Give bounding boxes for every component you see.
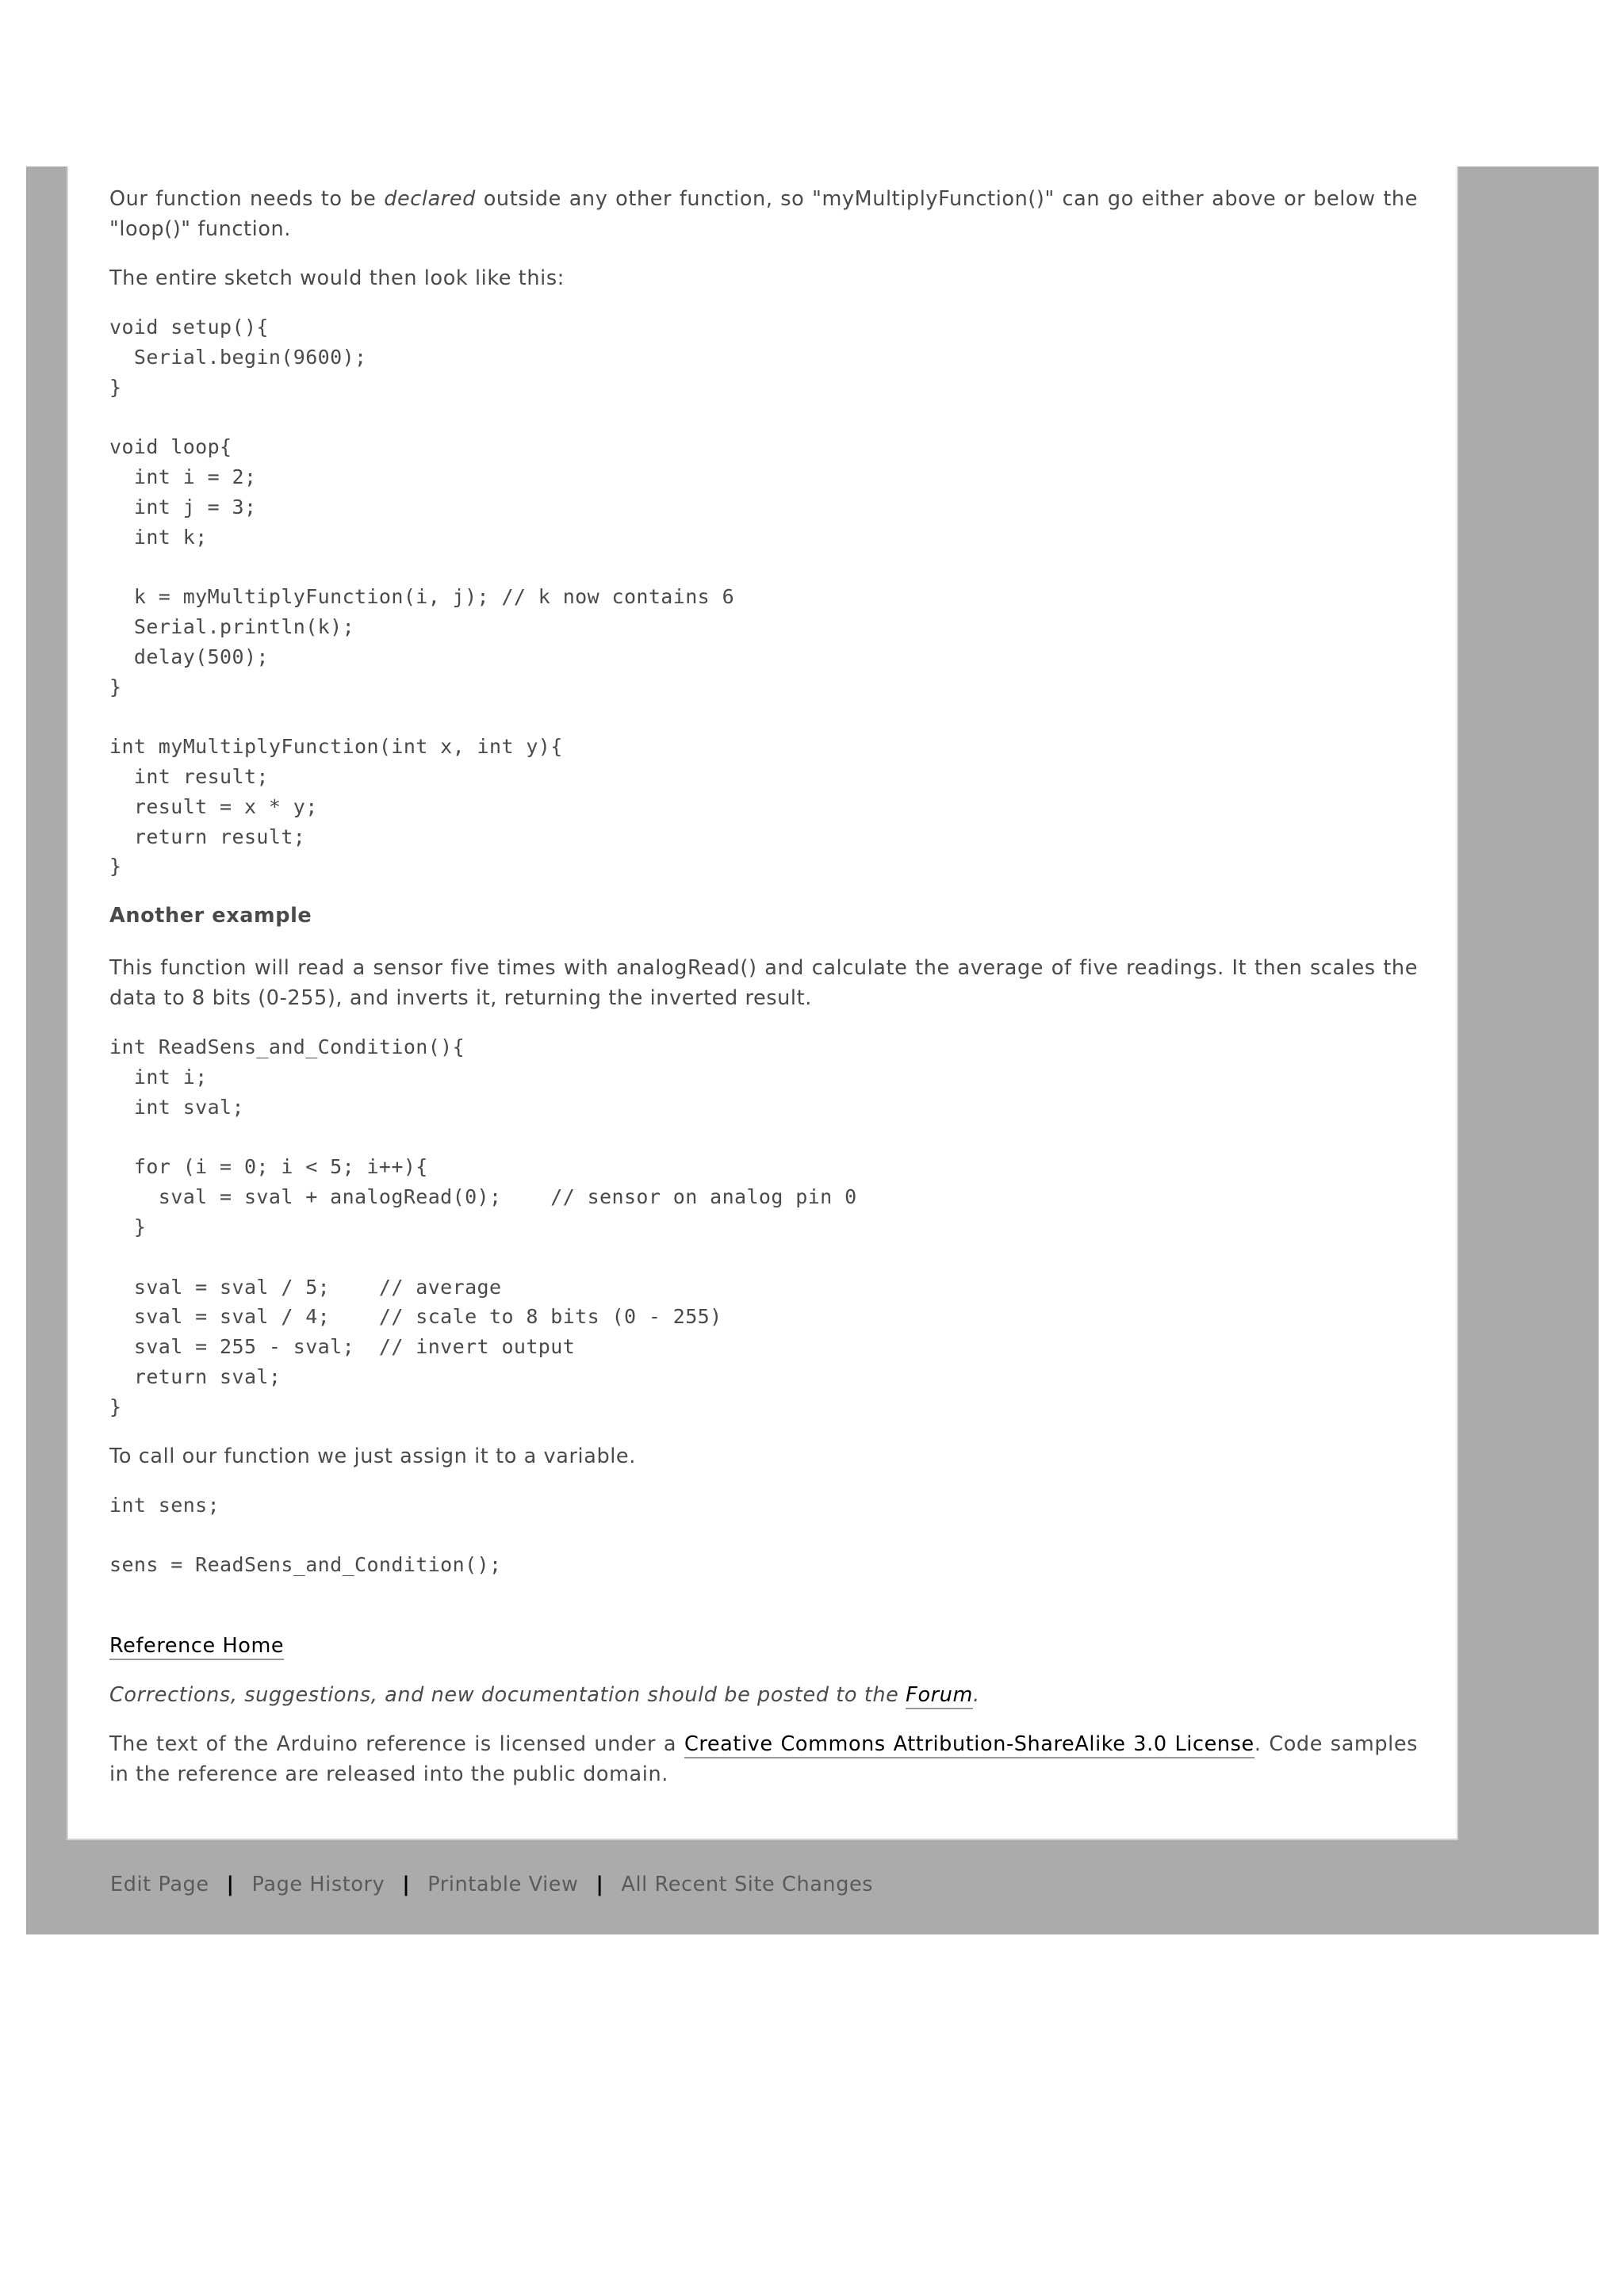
reference-home-paragraph bbox=[109, 1631, 1418, 1661]
article bbox=[109, 184, 1418, 1808]
corrections-note: Corrections, suggestions, and new documentation should be posted to the Forum. bbox=[109, 1680, 1418, 1710]
intro-paragraph: Our function needs to be declared outside any other function, so "myMultiplyFunction()" can go either above or below the "loop()" function. bbox=[109, 187, 1418, 241]
code-block-readsens: int ReadSens_and_Condition(){ int i; int sval; for (i = 0; i < 5; i++){ sval = sval + analogRead(0); // sensor on analog pin 0 } sval = sval / 5; // average sval = sval / 4; // scale to 8 bits (0 - 255) sval = 255 - sval; // invert output return sval; } bbox=[109, 1035, 857, 1418]
forum-link[interactable]: Forum bbox=[906, 1683, 973, 1709]
edit-page-link[interactable]: Edit Page bbox=[110, 1873, 209, 1896]
call-function-text: To call our function we just assign it to a variable. bbox=[109, 1444, 636, 1468]
reference-home-link[interactable]: Reference Home bbox=[109, 1634, 284, 1660]
code-block-call: int sens; sens = ReadSens_and_Condition(); bbox=[109, 1493, 502, 1577]
footer-separator: | bbox=[596, 1873, 604, 1896]
sketch-intro: The entire sketch would then look like this: bbox=[109, 266, 565, 290]
printable-view-link[interactable]: Printable View bbox=[427, 1873, 579, 1896]
page-history-link[interactable]: Page History bbox=[251, 1873, 385, 1896]
footer-nav bbox=[110, 1873, 873, 1896]
footer-separator: | bbox=[402, 1873, 411, 1896]
emphasis-declared: declared bbox=[384, 187, 476, 211]
code-block-sketch: void setup(){ Serial.begin(9600); } void loop{ int i = 2; int j = 3; int k; k = myMultiplyFunction(i, j); // k now contains 6 Serial.println(k); delay(500); } int myMultiplyFunction(int x, int y){ int result; result = x * y; return result; } bbox=[109, 316, 735, 878]
section-heading-another-example: Another example bbox=[109, 904, 312, 928]
another-example-description: This function will read a sensor five times with analogRead() and calculate the average of five readings. It then scales the data to 8 bits (0-255), and inverts it, returning the inverted result. bbox=[109, 956, 1418, 1011]
content-area bbox=[67, 166, 1458, 1840]
recent-changes-link[interactable]: All Recent Site Changes bbox=[621, 1873, 874, 1896]
cc-license-link[interactable]: Creative Commons Attribution-ShareAlike 3.0 License bbox=[684, 1732, 1254, 1758]
footer-separator: | bbox=[226, 1873, 235, 1896]
license-note: The text of the Arduino reference is licensed under a Creative Commons Attribution-ShareAlike 3.0 License. Code samples in the reference are released into the public domain. bbox=[109, 1732, 1419, 1786]
